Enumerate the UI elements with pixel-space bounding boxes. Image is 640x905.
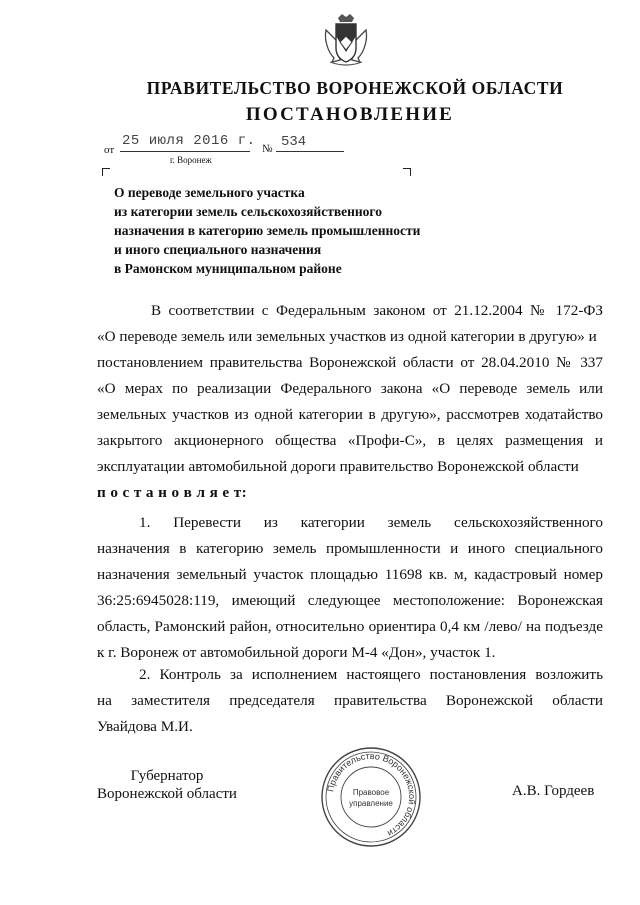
signatory-title (96, 767, 238, 803)
preamble-line: постановлением правительства Воронежской области от 28.04.2010 № 337 (97, 354, 603, 371)
document-subject (114, 183, 420, 278)
item2-line: на заместителя председателя правительства Воронежской области (97, 692, 603, 709)
item1-line: область, Рамонский район, относительно ориентира 0,4 км /лево/ на подъезде (97, 618, 603, 635)
subject-bracket-left (102, 168, 110, 176)
stamp-center-line: Правовое (352, 788, 390, 797)
item2-line: 2. Контроль за исполнением настоящего постановления возложить (139, 666, 603, 683)
subject-line: и иного специального назначения (114, 242, 322, 257)
voronezh-coat-of-arms-icon (322, 12, 370, 68)
signatory-title-line: Воронежской области (97, 786, 237, 802)
item1-line: к г. Воронеж от автомобильной дороги М-4 «Дон», участок 1. (97, 644, 496, 661)
subject-line: в Рамонском муниципальном районе (114, 261, 342, 276)
official-stamp (319, 745, 423, 849)
decree-word: п о с т а н о в л я е т: (97, 484, 248, 501)
number-label: № (262, 143, 273, 155)
item1-line: назначения в категорию земель промышленности и иного специального (97, 540, 603, 557)
city: г. Воронеж (170, 155, 212, 165)
date-underline (120, 151, 250, 152)
signatory-title-line: Губернатор (130, 768, 204, 784)
item1-line: 36:25:6945028:119, имеющий следующее местоположение: Воронежская (97, 592, 603, 609)
preamble-line: закрытого акционерного общества «Профи-С», в целях размещения и (97, 432, 603, 449)
subject-line: из категории земель сельскохозяйственного (114, 204, 382, 219)
document-number: 534 (281, 134, 307, 150)
stamp-ring-text: Правительство Воронежской области (325, 750, 418, 839)
coat-of-arms-emblem (322, 12, 370, 68)
number-underline (276, 151, 344, 152)
date-label: от (104, 144, 115, 156)
subject-line: назначения в категорию земель промышленности (114, 223, 421, 238)
item1-line: 1. Перевести из категории земель сельскохозяйственного (139, 514, 603, 531)
document-type: ПОСТАНОВЛЕНИЕ (245, 104, 455, 125)
subject-line: О переводе земельного участка (114, 185, 305, 200)
stamp-center-line: управление (349, 799, 393, 808)
document-date: 25 июля 2016 г. (122, 133, 256, 149)
item1-line: назначения земельный участок площадью 11698 кв. м, кадастровый номер (97, 566, 603, 583)
preamble-line: земельных участков из одной категории в другую», рассмотрев ходатайство (97, 406, 603, 423)
preamble-line: В соответствии с Федеральным законом от 21.12.2004 № 172-ФЗ (151, 302, 603, 319)
subject-bracket-right (403, 168, 411, 176)
item2-line: Увайдова М.И. (97, 718, 193, 735)
preamble-line: эксплуатации автомобильной дороги правительство Воронежской области (97, 458, 579, 475)
preamble-line: «О переводе земель или земельных участков из одной категории в другую» и (97, 328, 597, 345)
organization-title: ПРАВИТЕЛЬСТВО ВОРОНЕЖСКОЙ ОБЛАСТИ (146, 78, 564, 98)
signatory-name: А.В. Гордеев (512, 783, 595, 799)
preamble-line: «О мерах по реализации Федерального закона «О переводе земель или (97, 380, 603, 397)
